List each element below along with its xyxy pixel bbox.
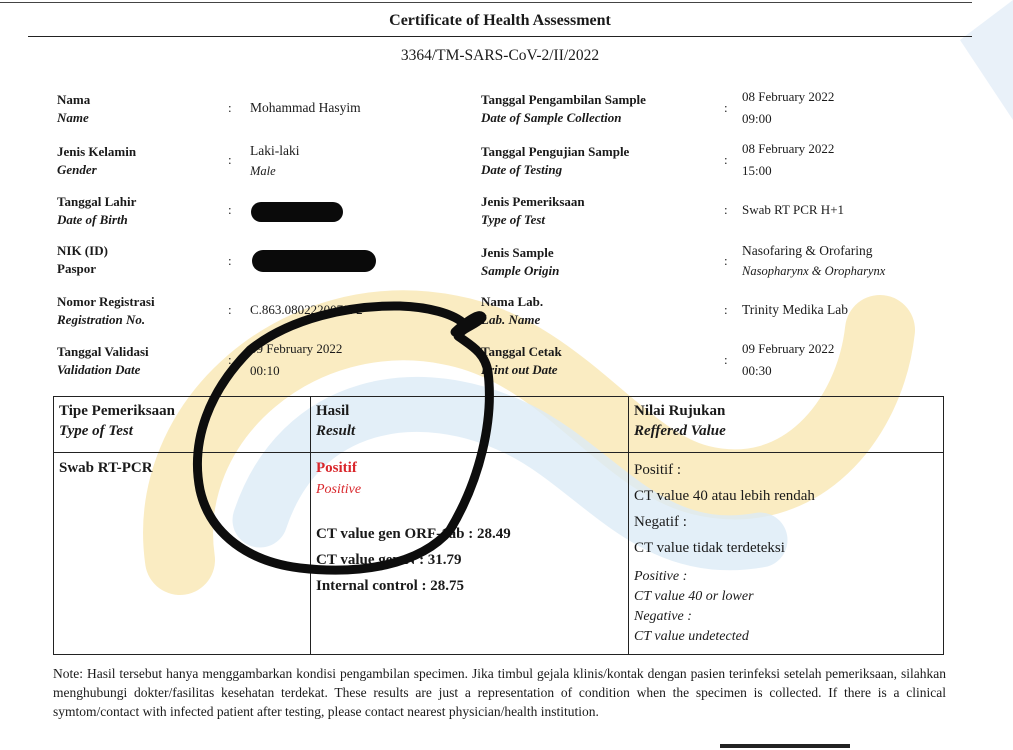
redaction-mark [251,202,343,222]
colon: : [228,302,232,317]
cell-reference: Positif : CT value 40 atau lebih rendah Negatif : CT value tidak terdeteksi Positive : CT value 40 or lower Negative : CT value undetected [629,453,944,655]
top-rule [0,2,972,3]
testing-label: Tanggal Pengujian Sample Date of Testing [481,144,630,177]
name-value: Mohammad Hasyim [250,100,361,115]
results-table [53,396,944,655]
cell-result: Positif Positive CT value gen ORF-1ab : 28.49 CT value gen N : 31.79 Internal control : 28.75 [311,453,629,655]
colon: : [724,152,728,167]
printout-label: Tanggal Cetak Print out Date [481,344,562,377]
colon: : [228,152,232,167]
sample-origin-value: Nasofaring & Orofaring Nasopharynx & Oropharynx [742,243,886,278]
colon: : [724,100,728,115]
test-type-value: Swab RT PCR H+1 [742,202,845,217]
redaction-mark [252,250,376,272]
gender-value: Laki-laki Male [250,143,300,178]
table-row [54,453,944,655]
result-positive: Positif [316,460,357,476]
colon: : [228,253,232,268]
lab-name-value: Trinity Medika Lab [742,302,848,317]
table-header-row [54,397,944,453]
note-text: Note: Hasil tersebut hanya menggambarkan kondisi pengambilan specimen. Jika timbul gejala klinis/kontak dengan pasien terinfeksi setelah pemeriksaan, silahkan menghubungi dokter/fasilitas kesehatan terdekat. These results are just a representation of condition when the specimen is collected. If there is a clinical symtom/contact with infected patient after testing, please contact nearest physician/health institution. [53,666,946,719]
sample-origin-label: Jenis Sample Sample Origin [481,245,560,278]
collection-label: Tanggal Pengambilan Sample Date of Sample Collection [481,92,646,125]
testing-value: 08 February 2022 15:00 [742,141,835,178]
certificate-number: 3364/TM-SARS-CoV-2/II/2022 [400,47,600,64]
colon: : [724,302,728,317]
registration-label: Nomor Registrasi Registration No. [57,294,155,327]
colon: : [228,352,232,367]
header-result: Hasil Result [311,397,629,453]
colon: : [724,253,728,268]
validation-label: Tanggal Validasi Validation Date [57,344,149,377]
lab-name-label: Nama Lab. Lab. Name [481,294,544,327]
signature-stamp-fragment [720,744,850,748]
name-label: Nama Name [57,92,91,125]
registration-value: C.863.080222007972 [250,302,363,317]
cell-test-type: Swab RT-PCR [54,453,311,655]
gender-label: Jenis Kelamin Gender [57,144,137,177]
nik-label: NIK (ID) Paspor [57,243,108,276]
colon: : [724,352,728,367]
document-title: Certificate of Health Assessment [389,12,611,29]
colon: : [724,202,728,217]
dob-label: Tanggal Lahir Date of Birth [57,194,137,227]
printout-value: 09 February 2022 00:30 [742,341,835,378]
test-type-label: Jenis Pemeriksaan Type of Test [481,194,585,227]
validation-value: 09 February 2022 00:10 [250,341,343,378]
colon: : [228,100,232,115]
header-test-type: Tipe Pemeriksaan Type of Test [54,397,311,453]
title-rule [28,36,972,37]
collection-value: 08 February 2022 09:00 [742,89,835,126]
colon: : [228,202,232,217]
header-reference: Nilai Rujukan Reffered Value [629,397,944,453]
